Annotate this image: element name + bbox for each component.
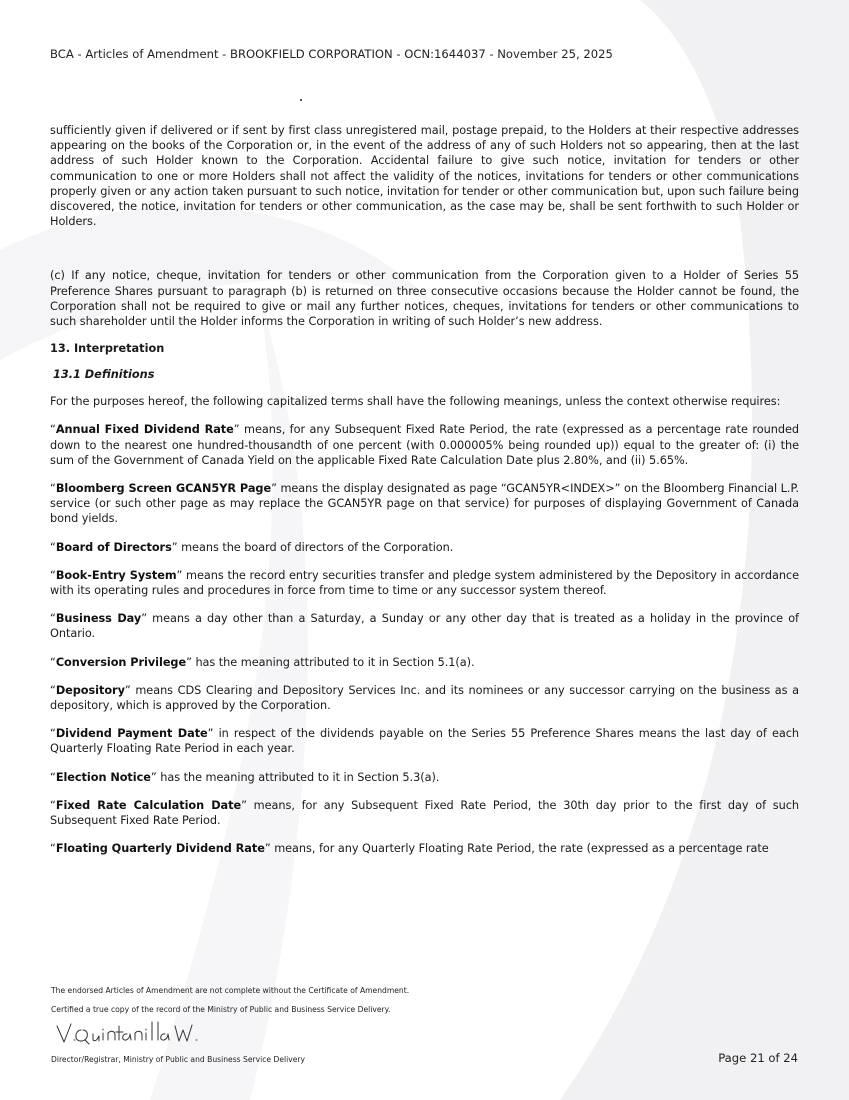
section-heading: 13. Interpretation xyxy=(50,342,165,356)
definition-term: Business Day xyxy=(55,612,142,626)
definition-text: in respect of the dividends payable on the Series 55 Preference Shares means the last day of each Quarterly Floating Rate Period in each year. xyxy=(50,727,799,756)
definition-entry: “Bloomberg Screen GCAN5YR Page” means the display designated as page “GCAN5YR<INDEX>” on the Bloomberg Financial L.P. service (or such other page as may replace the GCAN5YR page on that service) for purposes of displaying Government of Canada bond yields. xyxy=(50,482,799,526)
definition-entry: “Conversion Privilege” has the meaning attributed to it in Section 5.1(a). xyxy=(50,655,475,669)
definition-entry: “Annual Fixed Dividend Rate” means, for any Subsequent Fixed Rate Period, the rate (expressed as a percentage rate rounded down to the nearest one hundred-thousandth of one percent (with 0.000005% being rounded up)) equal to the greater of: (i) the sum of the Government of Canada Yield on the applicable Fixed Rate Calculation Date plus 2.80%, and (ii) 5.65%. xyxy=(50,423,799,467)
definition-entry: “Board of Directors” means the board of directors of the Corporation. xyxy=(50,540,454,554)
definition-entry: “Floating Quarterly Dividend Rate” means, for any Quarterly Floating Rate Period, the rate (expressed as a percentage rate xyxy=(50,842,769,856)
page-number: Page 21 of 24 xyxy=(718,1051,798,1065)
definition-text: means the board of directors of the Corporation. xyxy=(177,540,454,554)
definition-term: Board of Directors xyxy=(55,540,172,554)
subsection-heading: 13.1 Definitions xyxy=(53,368,155,382)
definition-term: Conversion Privilege xyxy=(55,655,187,669)
definition-entry: “Fixed Rate Calculation Date” means, for any Subsequent Fixed Rate Period, the 30th day prior to the first day of such Subsequent Fixed Rate Period. xyxy=(50,798,799,828)
definition-term: Book-Entry System xyxy=(55,568,177,582)
definition-term: Depository xyxy=(55,683,125,697)
definition-text: has the meaning attributed to it in Section 5.1(a). xyxy=(191,655,475,669)
definition-text: means, for any Subsequent Fixed Rate Period, the rate (expressed as a percentage rate rounded down to the nearest one hundred-thousandth of one percent (with 0.000005% being rounded up)) equal to the greater of: (i) the sum of the Government of Canada Yield on the applicable Fixed Rate Calculation Date plus 2.80%, and (ii) 5.65%. xyxy=(50,423,799,467)
definition-entry: “Book-Entry System” means the record entry securities transfer and pledge system administered by the Depository in accordance with its operating rules and procedures in force from time to time or any successor system thereof. xyxy=(50,568,799,598)
definitions-intro: For the purposes hereof, the following capitalized terms shall have the following meanings, unless the context otherwise requires: xyxy=(50,395,781,409)
definition-entry: “Depository” means CDS Clearing and Depository Services Inc. and its nominees or any successor carrying on the business as a depository, which is approved by the Corporation. xyxy=(50,683,799,713)
definition-text: means a day other than a Saturday, a Sunday or any other day that is treated as a holiday in the province of Ontario. xyxy=(50,612,799,641)
definition-entry: “Election Notice” has the meaning attributed to it in Section 5.3(a). xyxy=(50,770,440,784)
definition-term: Bloomberg Screen GCAN5YR Page xyxy=(55,482,272,496)
document-header: BCA - Articles of Amendment - BROOKFIELD CORPORATION - OCN:1644037 - November 25, 2025 xyxy=(50,47,613,61)
footer-note-endorsed: The endorsed Articles of Amendment are not complete without the Certificate of Amendment. xyxy=(51,986,410,995)
definition-term: Floating Quarterly Dividend Rate xyxy=(55,842,265,856)
definition-text: means, for any Subsequent Fixed Rate Period, the 30th day prior to the first day of such Subsequent Fixed Rate Period. xyxy=(50,798,799,828)
definition-text: means the display designated as page “GCAN5YR<INDEX>” on the Bloomberg Financial L.P. service (or such other page as may replace the GCAN5YR page on that service) for purposes of displaying Government of Canada bond yields. xyxy=(50,482,799,526)
definition-term: Annual Fixed Dividend Rate xyxy=(55,423,234,437)
definition-term: Fixed Rate Calculation Date xyxy=(55,798,242,812)
scan-speck xyxy=(300,99,302,101)
signature-stroke xyxy=(57,1022,197,1044)
definition-text: means, for any Quarterly Floating Rate Period, the rate (expressed as a percentage rate xyxy=(270,842,769,856)
definition-text: means CDS Clearing and Depository Services Inc. and its nominees or any successor carrying on the business as a depository, which is approved by the Corporation. xyxy=(50,683,799,713)
definition-term: Dividend Payment Date xyxy=(55,727,208,741)
definition-entry: “Business Day” means a day other than a Saturday, a Sunday or any other day that is treated as a holiday in the province of Ontario. xyxy=(50,612,799,641)
paragraph-c: (c) If any notice, cheque, invitation for tenders or other communication from the Corporation given to a Holder of Series 55 Preference Shares pursuant to paragraph (b) is returned on three consecutive occasions because the Holder cannot be found, the Corporation shall not be required to give or mail any further notices, cheques, invitations for tenders or other communications to such shareholder until the Holder informs the Corporation in writing of such Holder’s new address. xyxy=(50,269,799,329)
document-body xyxy=(50,123,799,870)
footer-note-certified: Certified a true copy of the record of the Ministry of Public and Business Service Delivery. xyxy=(51,1005,391,1014)
paragraph-continuation: sufficiently given if delivered or if sent by first class unregistered mail, postage prepaid, to the Holders at their respective addresses appearing on the books of the Corporation or, in the event of the address of any of such Holders not so appearing, then at the last address of such Holder known to the Corporation. Accidental failure to give such notice, invitation for tenders or other communication to one or more Holders shall not affect the validity of the notices, invitations for tenders or other communications properly given or any action taken pursuant to such notice, invitation for tender or other communication but, upon such failure being discovered, the notice, invitation for tenders or other communication, as the case may be, shall be sent forthwith to such Holder or Holders. xyxy=(50,124,799,229)
footer-registrar: Director/Registrar, Ministry of Public and Business Service Delivery xyxy=(51,1055,306,1064)
definition-text: has the meaning attributed to it in Section 5.3(a). xyxy=(156,770,440,784)
definition-entry: “Dividend Payment Date” in respect of the dividends payable on the Series 55 Preference Shares means the last day of each Quarterly Floating Rate Period in each year. xyxy=(50,727,799,756)
definition-term: Election Notice xyxy=(55,770,151,784)
registrar-signature xyxy=(55,1018,205,1048)
definition-text: means the record entry securities transfer and pledge system administered by the Depository in accordance with its operating rules and procedures in force from time to time or any successor system thereof. xyxy=(50,568,799,598)
